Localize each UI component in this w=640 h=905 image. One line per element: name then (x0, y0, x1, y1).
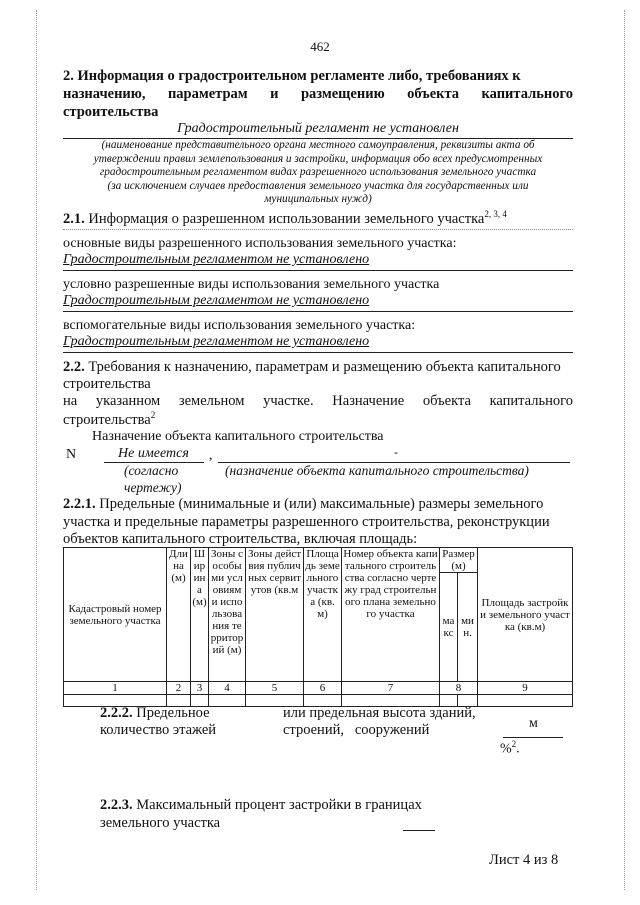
section-2-heading-line3: строительства (63, 104, 159, 120)
n-value: Не имеется (118, 446, 189, 461)
section-2-1-title: 2.1. Информация о разрешенном использовании земельного участка$^{2, 3, 4}$ (63, 209, 507, 227)
caption-left-line1: (согласно (124, 463, 179, 478)
caption-left-line2: чертежу) (124, 480, 182, 495)
auxiliary-uses-underline (63, 352, 573, 353)
col-header-area: Площадь земельного участка (кв.м) (304, 548, 342, 682)
section-2-2-2-label-line1: 2.2.2. Предельное (100, 705, 210, 721)
col-header-size-max: макс (440, 573, 458, 682)
title-dotted-rule (63, 229, 573, 230)
n-comma: , (209, 448, 213, 463)
section-2-heading-line2: назначению, параметрам и размещению объекта капитального (63, 86, 573, 102)
conditional-uses-underline (63, 311, 573, 312)
column-number: 4 (209, 682, 246, 695)
section-2-2-2-label-line2: количество этажей (100, 722, 217, 738)
note-line: утверждении правил землепользования и застройки, информация обо всех предусмотренных (93, 152, 543, 165)
height-label-line1: или предельная высота зданий, (283, 705, 476, 721)
column-number: 3 (191, 682, 209, 695)
section-2-2-1-line1: 2.2.1. Предельные (минимальные и (или) максимальные) размеры земельного (63, 496, 544, 512)
section-2-2-1-line3: объектов капитального строительства, включая площадь: (63, 531, 418, 547)
right-edge-mark (624, 10, 625, 890)
section-2-2-title: 2.2. Требования к назначению, параметрам и размещению объекта капитального (63, 359, 561, 375)
col-header-built-area: Площадь застройки земельного участка (кв.м) (478, 548, 573, 682)
column-number-row (64, 682, 573, 695)
purpose-value-dash: - (394, 445, 398, 459)
note-line: (за исключением случаев предоставления земельного участка для государственных или (107, 179, 529, 192)
auxiliary-uses-value: Градостроительным регламентом не установлено (63, 334, 370, 349)
section-2-2-3-line1: 2.2.3. Максимальный процент застройки в границах (100, 797, 422, 813)
regulation-note (58, 139, 578, 207)
auxiliary-uses-label: вспомогательные виды использования земельного участка: (63, 318, 416, 333)
main-uses-underline (63, 270, 573, 271)
purpose-label: Назначение объекта капитального строительства (92, 429, 384, 444)
height-unit-m: м (529, 716, 538, 731)
section-2-2-3-line2: земельного участка (100, 815, 221, 831)
note-line: муниципальных нужд) (264, 193, 372, 206)
section-2-2-line4: строительства$^2$ (63, 410, 156, 428)
max-built-percent-underline (403, 830, 435, 831)
column-number: 6 (304, 682, 342, 695)
section-2-2-title-line2: строительства (63, 376, 151, 392)
col-header-size-group: Размер (м) (440, 548, 478, 573)
conditional-uses-label: условно разрешенные виды использования земельного участка (63, 277, 440, 292)
regulation-value: Градостроительный регламент не установлен (177, 121, 459, 136)
column-number: 9 (478, 682, 573, 695)
main-uses-value: Градостроительным регламентом не установлено (63, 252, 370, 267)
column-number: 7 (342, 682, 440, 695)
col-header-zones-special: Зоны с особыми условиями использования территорий (м) (209, 548, 246, 682)
section-2-2-line3: на указанном земельном участке. Назначение объекта капитального (63, 393, 573, 409)
main-uses-label: основные виды разрешенного использования земельного участка: (63, 236, 457, 251)
section-2-2-1-line2: участка и предельные параметры разрешенного строительства, реконструкции (63, 514, 550, 530)
col-header-length: Длина (м) (167, 548, 191, 682)
page-number: 462 (310, 39, 330, 54)
n-label: N (66, 447, 77, 462)
conditional-uses-value: Градостроительным регламентом не установлено (63, 293, 370, 308)
column-number: 5 (246, 682, 304, 695)
section-2-heading-line1: 2. Информация о градостроительном регламенте либо, требованиях к (63, 68, 521, 84)
column-number: 8 (440, 682, 478, 695)
col-header-size-min: мин. (458, 573, 478, 682)
land-parameters-table (63, 547, 573, 707)
note-line: (наименование представительного органа местного самоуправления, реквизиты акта об (101, 139, 535, 151)
col-header-width: Ширина (м) (191, 548, 209, 682)
height-label-line2: строений, сооружений (283, 722, 430, 738)
caption-right: (назначение объекта капитального строительства) (225, 463, 529, 478)
left-edge-mark (36, 10, 37, 890)
sheet-number: Лист 4 из 8 (489, 852, 559, 868)
percent-unit: %$^2$. (500, 739, 520, 757)
column-number: 1 (64, 682, 167, 695)
col-header-object-number: Номер объекта капитального строительства согласно чертежу град строительного плана земельного участка (342, 548, 440, 682)
col-header-cadastral: Кадастровый номер земельного участка (64, 548, 167, 682)
col-header-zones-public: Зоны действия публичных сервитутов (кв.м (246, 548, 304, 682)
column-number: 2 (167, 682, 191, 695)
height-unit-underline (503, 737, 563, 738)
note-line: градостроительным регламентом видах разрешенного использования земельного участка (99, 166, 537, 179)
